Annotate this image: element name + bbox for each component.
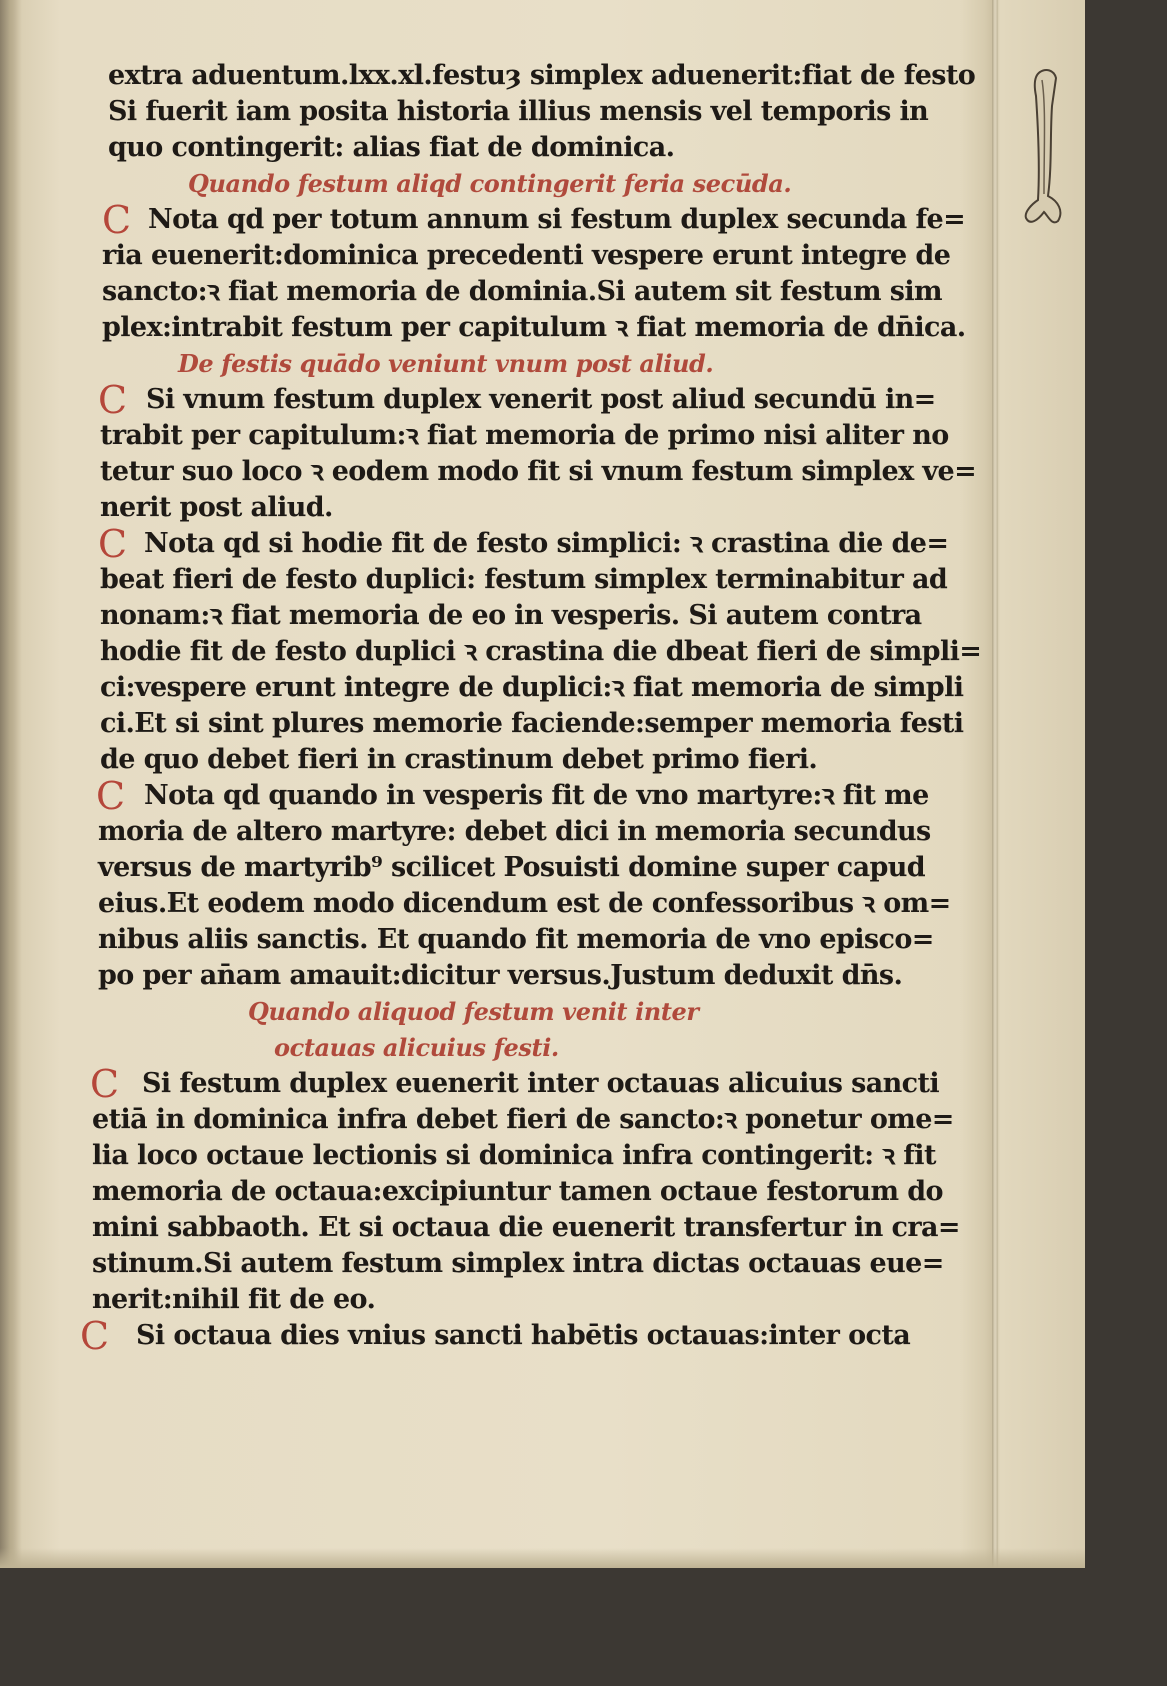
text-line: tetur suo loco ꝛ eodem modo fit si vnum festum simplex ve= (100, 456, 977, 487)
text-line: moria de altero martyre: debet dici in memoria secundus (98, 816, 931, 847)
text-line: quo contingerit: alias fiat de dominica. (108, 132, 675, 163)
rubric-heading: octauas alicuius festi. (274, 1033, 559, 1062)
text-line: eius.Et eodem modo dicendum est de confessoribus ꝛ om= (98, 888, 951, 919)
pilcrow-icon: C (98, 522, 127, 566)
text-line: hodie fit de festo duplici ꝛ crastina die dbeat fieri de simpli= (100, 636, 982, 667)
text-line: ria euenerit:dominica precedenti vespere erunt integre de (102, 240, 951, 271)
text-line: nibus aliis sanctis. Et quando fit memoria de vno episco= (98, 924, 934, 955)
text-line: Nota qd si hodie fit de festo simplici: ꝛ crastina die de= (144, 528, 949, 559)
text-line: etiā in dominica infra debet fieri de sancto:ꝛ ponetur ome= (92, 1104, 954, 1135)
text-line: Nota qd quando in vesperis fit de vno martyre:ꝛ fit me (144, 780, 929, 811)
text-line: beat fieri de festo duplici: festum simplex terminabitur ad (100, 564, 948, 595)
text-line: stinum.Si autem festum simplex intra dictas octauas eue= (92, 1248, 944, 1279)
page-fold (992, 0, 998, 1568)
text-line: trabit per capitulum:ꝛ fiat memoria de primo nisi aliter no (100, 420, 949, 451)
text-line: extra aduentum.lxx.xl.festuȝ simplex aduenerit:fiat de festo (108, 60, 976, 91)
text-line: ci.Et si sint plures memorie faciende:semper memoria festi (100, 708, 964, 739)
text-line: lia loco octaue lectionis si dominica infra contingerit: ꝛ fit (92, 1140, 936, 1171)
pilcrow-icon: C (98, 378, 127, 422)
rubric-heading: Quando festum aliqd contingerit feria secūda. (188, 169, 792, 198)
text-line: mini sabbaoth. Et si octaua die euenerit transfertur in cra= (92, 1212, 960, 1243)
text-line: ci:vespere erunt integre de duplici:ꝛ fiat memoria de simpli (100, 672, 964, 703)
rubric-heading: Quando aliquod festum venit inter (248, 997, 699, 1026)
text-line: de quo debet fieri in crastinum debet primo fieri. (100, 744, 818, 775)
binding-shadow (0, 0, 22, 1568)
pilcrow-icon: C (102, 198, 131, 242)
text-line: nerit post aliud. (100, 492, 333, 523)
text-line: nonam:ꝛ fiat memoria de eo in vesperis. Si autem contra (100, 600, 922, 631)
text-line: Nota qd per totum annum si festum duplex secunda fe= (148, 204, 966, 235)
text-line: versus de martyrib⁹ scilicet Posuisti domine super capud (98, 852, 926, 883)
text-line: Si octaua dies vnius sancti habētis octauas:inter octa (136, 1320, 911, 1351)
pilcrow-icon: C (80, 1314, 109, 1358)
text-block (80, 58, 982, 1358)
text-line: memoria de octaua:excipiuntur tamen octaue festorum do (92, 1176, 943, 1207)
pilcrow-icon: C (96, 774, 125, 818)
text-line: sancto:ꝛ fiat memoria de dominia.Si autem sit festum sim (102, 276, 943, 307)
text-line: nerit:nihil fit de eo. (92, 1284, 376, 1315)
pilcrow-icon: C (90, 1062, 119, 1106)
paper-tab-fragment (1022, 66, 1066, 236)
text-line: po per an̄am amauit:dicitur versus.Justum deduxit dn̄s. (98, 960, 903, 991)
page-bottom-edge (0, 1548, 1085, 1568)
rubric-heading: De festis quādo veniunt vnum post aliud. (178, 349, 714, 378)
text-line: Si fuerit iam posita historia illius mensis vel temporis in (108, 96, 929, 127)
text-line: Si vnum festum duplex venerit post aliud secundū in= (146, 384, 936, 415)
text-line: Si festum duplex euenerit inter octauas alicuius sancti (142, 1068, 940, 1099)
text-line: plex:intrabit festum per capitulum ꝛ fiat memoria de dn̄ica. (102, 312, 966, 343)
